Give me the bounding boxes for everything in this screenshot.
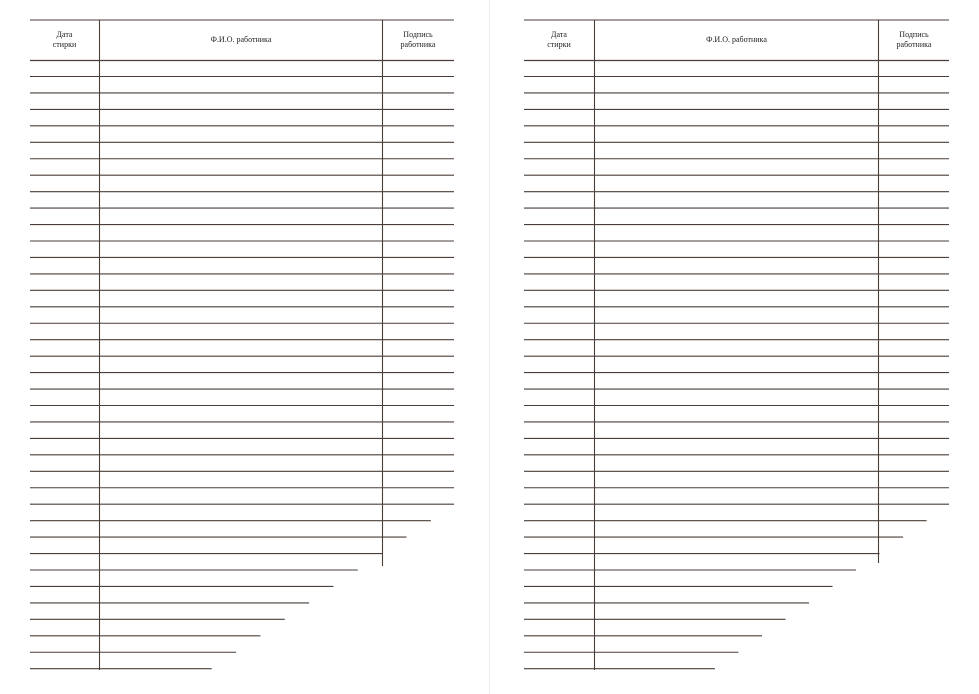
header-signature-line1: Подпись — [403, 30, 433, 39]
header-signature — [879, 20, 949, 60]
header-date-line1: Дата — [551, 30, 567, 39]
journal-page-left — [0, 0, 489, 694]
header-date-line2: стирки — [52, 40, 77, 49]
header-name-text: Ф.И.О. работника — [210, 35, 272, 44]
header-name — [595, 20, 878, 60]
header-signature-line2: работника — [400, 40, 436, 49]
ruled-table-left — [0, 0, 489, 694]
header-date-line2: стирки — [547, 40, 571, 49]
ruled-table-right — [490, 0, 979, 694]
header-name-text: Ф.И.О. работника — [706, 35, 767, 44]
header-date-line1: Дата — [56, 30, 73, 39]
header-date — [524, 20, 594, 60]
header-name — [100, 20, 382, 60]
header-date — [30, 20, 99, 60]
journal-page-right — [490, 0, 979, 694]
header-signature-line1: Подпись — [899, 30, 929, 39]
header-signature-line2: работника — [896, 40, 932, 49]
header-signature — [383, 20, 453, 60]
